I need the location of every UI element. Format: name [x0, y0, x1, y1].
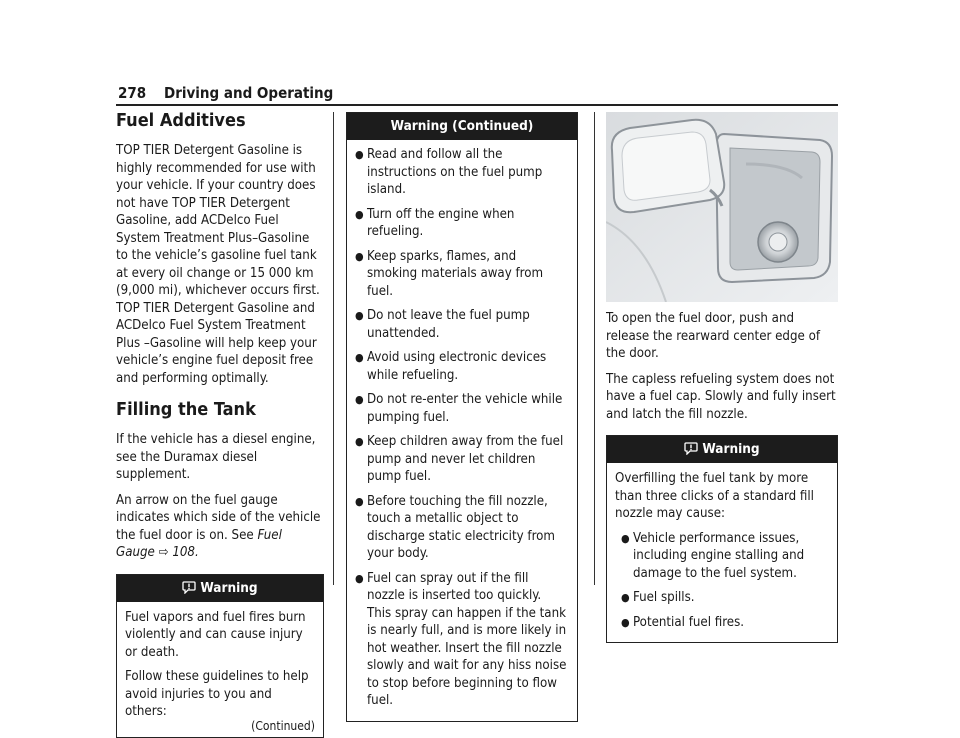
page-number: 278 — [118, 84, 147, 102]
bullet-item — [621, 614, 829, 632]
bullet-item — [621, 589, 829, 607]
bullet-text: Before touching the fill nozzle, touch a metallic object to discharge static electricity from your body. — [367, 493, 555, 561]
warning-title: Warning — [200, 579, 258, 596]
warning-bullet-list — [355, 146, 569, 710]
bullet-text: Fuel spills. — [633, 590, 695, 605]
bullet-dot: ● — [355, 148, 364, 161]
page-reference[interactable]: ⇨ 108. — [158, 545, 199, 560]
bullet-dot: ● — [355, 571, 364, 585]
bullet-item — [355, 391, 569, 426]
bullet-item — [355, 146, 569, 199]
warning-triangle-icon — [684, 442, 698, 455]
column-1 — [116, 110, 324, 738]
page-header — [116, 84, 838, 106]
warning-title: Warning — [702, 441, 760, 457]
bullet-text: Keep children away from the fuel pump and never let children pump fuel. — [367, 434, 564, 484]
fuel-door-side-paragraph — [116, 492, 324, 562]
bullet-dot: ● — [355, 351, 364, 364]
bullet-item — [355, 307, 569, 342]
fuel-additives-heading: Fuel Additives — [116, 110, 246, 131]
bullet-text: Do not re-enter the vehicle while pumping fuel. — [367, 392, 563, 425]
paragraph-text: An arrow on the fuel gauge indicates which side of the vehicle the fuel door is on. See — [116, 492, 321, 543]
warning-triangle-icon — [182, 581, 196, 594]
bullet-dot: ● — [355, 393, 364, 406]
bullet-text: Read and follow all the instructions on the fuel pump island. — [367, 147, 543, 197]
continued-label: (Continued) — [251, 718, 315, 733]
fuel-door-photo — [606, 112, 838, 302]
warning-text: Follow these guidelines to help avoid injuries to you and others: — [125, 669, 309, 719]
overfill-warning-box — [606, 435, 838, 643]
bullet-dot: ● — [355, 494, 364, 508]
bullet-text: Vehicle performance issues, including engine stalling and damage to the fuel system. — [633, 530, 805, 581]
bullet-dot: ● — [621, 615, 630, 629]
bullet-text: Potential fuel fires. — [633, 614, 745, 630]
bullet-item — [355, 433, 569, 486]
open-fuel-door-paragraph: To open the fuel door, push and release the rearward center edge of the door. — [606, 311, 820, 361]
bullet-text: Fuel can spray out if the fill nozzle is inserted too quickly. This spray can happen if the tank is nearly full, and is more likely in hot weather. Insert the fill nozzle slowly and wait for any hiss noise to stop before beginning to flow fuel. — [367, 570, 567, 708]
warning-intro: Overfilling the fuel tank by more than three clicks of a standard fill nozzle may cause: — [615, 471, 814, 521]
capless-system-paragraph: The capless refueling system does not have a fuel cap. Slowly and fully insert and latch the fill nozzle. — [606, 371, 836, 422]
column-divider — [594, 112, 595, 585]
bullet-dot: ● — [355, 309, 364, 322]
bullet-text: Do not leave the fuel pump unattended. — [367, 308, 530, 341]
filling-the-tank-heading: Filling the Tank — [116, 399, 256, 420]
warning-title-bar — [607, 436, 837, 463]
bullet-item — [355, 570, 569, 710]
bullet-dot: ● — [621, 591, 630, 604]
warning-box — [116, 574, 324, 738]
bullet-item — [355, 349, 569, 384]
bullet-dot: ● — [355, 207, 364, 221]
bullet-text: Avoid using electronic devices while refueling. — [367, 350, 547, 383]
column-3 — [606, 112, 838, 643]
bullet-item — [355, 206, 569, 241]
warning-title-bar: Warning (Continued) — [347, 113, 577, 140]
section-title: Driving and Operating — [164, 84, 334, 102]
bullet-item — [621, 530, 829, 583]
bullet-text: Keep sparks, flames, and smoking materials away from fuel. — [367, 248, 544, 299]
warning-bullet-list — [621, 530, 829, 632]
bullet-dot: ● — [621, 531, 630, 545]
bullet-dot: ● — [355, 435, 364, 448]
bullet-dot: ● — [355, 249, 364, 263]
bullet-text: Turn off the engine when refueling. — [367, 206, 515, 239]
diesel-note-paragraph: If the vehicle has a diesel engine, see the Duramax diesel supplement. — [116, 432, 316, 482]
column-2 — [346, 112, 578, 722]
column-divider — [333, 112, 334, 585]
warning-text: Fuel vapors and fuel fires burn violently and can cause injury or death. — [125, 609, 306, 660]
fuel-gauge-link[interactable]: Fuel Gauge — [116, 527, 282, 560]
bullet-item — [355, 248, 569, 301]
warning-box-continued — [346, 112, 578, 722]
warning-title-bar — [117, 575, 323, 602]
fuel-additives-paragraph: TOP TIER Detergent Gasoline is highly recommended for use with your vehicle. If your country does not have TOP TIER Detergent Gasoline, add ACDelco Fuel System Treatment Plus–Gasoline to the vehicle’s gasoline fuel tank at every oil change or 15 000 km (9,000 mi), whichever occurs first. TOP TIER Detergent Gasoline and ACDelco Fuel System Treatment Plus –Gasoline will help keep your vehicle’s engine fuel deposit free and performing optimally. — [116, 143, 320, 386]
bullet-item — [355, 493, 569, 563]
